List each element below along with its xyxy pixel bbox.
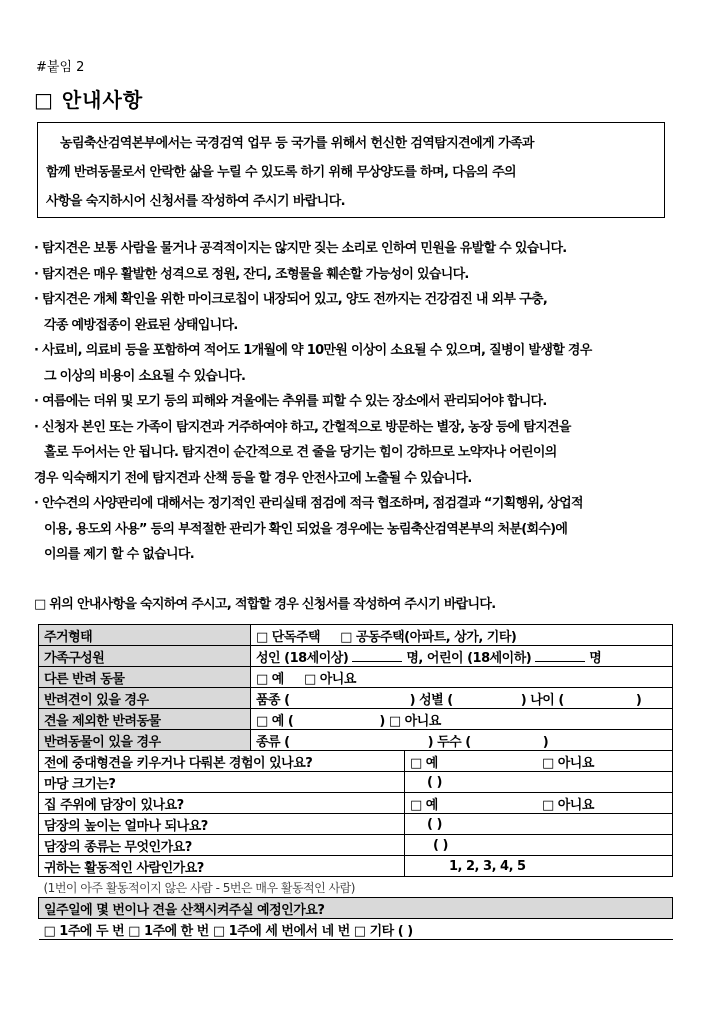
count-close: )	[542, 734, 549, 750]
form-row-yard	[39, 772, 673, 793]
child-unit: 명	[589, 650, 602, 666]
notice-line: 농림축산검역본부에서는 국경검역 업무 등 국가를 위해서 헌신한 검역탐지견에게 가족과	[60, 136, 534, 151]
bullet-line: · 탐지견은 매우 활발한 성격으로 정원, 잔디, 조형물을 훼손할 가능성이 있습니다.	[34, 266, 469, 282]
yard-size-value[interactable]: ( )	[427, 774, 442, 790]
bullet-line: · 탐지견은 보통 사람을 물거나 공격적이지는 않지만 짖는 소리로 인하여 민원을 유발할 수 있습니다.	[34, 241, 567, 256]
non-dog-no-checkbox[interactable]: ) □ 아니요	[379, 713, 441, 729]
if-dog-label: 반려견이 있을 경우	[39, 688, 251, 709]
bullet-line: 이의를 제기 할 수 없습니다.	[44, 547, 194, 562]
activity-label: 귀하는 활동적인 사람인가요?	[39, 856, 405, 877]
age-field[interactable]: ) 나이 (	[520, 692, 564, 708]
other-pets-no-checkbox[interactable]: □ 아니요	[303, 671, 356, 687]
non-dog-options[interactable]	[251, 709, 673, 730]
form-row-fence-type	[39, 835, 673, 856]
fence-type-label: 담장의 종류는 무엇인가요?	[39, 835, 405, 856]
bullet-line: · 안수견의 사양관리에 대해서는 정기적인 관리실태 점검에 적극 협조하며, 점검결과 “기획행위, 상업적	[34, 496, 583, 511]
adult-count-field[interactable]	[352, 649, 402, 662]
bullet-line: 경우 익숙해지기 전에 탐지견과 산책 등을 할 경우 안전사고에 노출될 수 있습니다.	[34, 470, 472, 486]
fence-yes-checkbox[interactable]: □ 예	[410, 797, 438, 813]
bullet-line: 홀로 두어서는 안 됩니다. 탐지견이 순간적으로 견 줄을 당기는 힘이 강하므로 노약자나 어린이의	[44, 445, 557, 460]
activity-scale[interactable]	[405, 856, 673, 877]
other-pets-options[interactable]	[251, 667, 673, 688]
activity-scale-values[interactable]: 1, 2, 3, 4, 5	[449, 858, 526, 874]
bullet-line: · 탐지견은 개체 확인을 위한 마이크로칩이 내장되어 있고, 양도 전까지는 건강검진 내 외부 구충,	[34, 292, 548, 307]
age-close: )	[635, 692, 642, 708]
child-count-field[interactable]	[535, 649, 585, 662]
housing-apartment-checkbox[interactable]: □ 공동주택(아파트, 상가, 기타)	[340, 629, 517, 645]
fence-height-value[interactable]: ( )	[427, 816, 442, 832]
form-row-housing	[39, 625, 673, 646]
bullet-line: · 여름에는 더위 및 모기 등의 피해와 겨울에는 추위를 피할 수 있는 장소에서 관리되어야 합니다.	[34, 394, 547, 409]
form-row-fence-height	[39, 814, 673, 835]
attachment-label: #붙임 2	[36, 60, 85, 75]
family-fields[interactable]	[251, 646, 673, 667]
form-row-fence	[39, 793, 673, 814]
form-row-if-pet	[39, 730, 673, 751]
fence-type-value[interactable]: ( )	[433, 837, 448, 853]
section-title: □ 안내사항	[34, 88, 144, 112]
bullet-line: 그 이상의 비용이 소요될 수 있습니다.	[44, 368, 246, 384]
large-dog-label: 전에 중대형견을 키우거나 다뤄본 경험이 있나요?	[39, 751, 405, 772]
notice-line: 함께 반려동물로서 안락한 삶을 누릴 수 있도록 하기 위해 무상양도를 하며, 다음의 주의	[46, 165, 516, 180]
fence-height-label: 담장의 높이는 얼마나 되나요?	[39, 814, 405, 835]
application-form	[38, 624, 673, 940]
notice-line: 사항을 숙지하시어 신청서를 작성하여 주시기 바랍니다.	[46, 194, 346, 209]
if-pet-label: 반려동물이 있을 경우	[39, 730, 251, 751]
housing-label: 주거형태	[39, 625, 251, 646]
form-row-non-dog	[39, 709, 673, 730]
large-dog-options[interactable]	[405, 751, 673, 772]
non-dog-yes-checkbox[interactable]: □ 예 (	[256, 713, 294, 729]
form-row-if-dog	[39, 688, 673, 709]
form-row-walk	[39, 898, 673, 919]
bullet-line: · 신청자 본인 또는 가족이 탐지견과 거주하여야 하고, 간헐적으로 방문하는 별장, 농장 등에 탐지견을	[34, 419, 571, 435]
walk-label: 일주일에 몇 번이나 견을 산책시켜주실 예정인가요?	[39, 898, 673, 919]
other-pets-label: 다른 반려 동물	[39, 667, 251, 688]
fence-type-field[interactable]	[405, 835, 673, 856]
housing-detached-checkbox[interactable]: □ 단독주택	[256, 629, 321, 645]
activity-note: (1번이 아주 활동적이지 않은 사람 - 5번은 매우 활동적인 사람)	[39, 877, 673, 898]
bullet-list	[34, 236, 684, 568]
fence-height-field[interactable]	[405, 814, 673, 835]
form-row-family	[39, 646, 673, 667]
sex-field[interactable]: ) 성별 (	[409, 692, 453, 708]
count-field[interactable]: ) 두수 (	[427, 734, 471, 750]
walk-options[interactable]: □ 1주에 두 번 □ 1주에 한 번 □ 1주에 세 번에서 네 번 □ 기타 ( )	[39, 919, 673, 940]
bullet-line: 각종 예방접종이 완료된 상태입니다.	[44, 317, 238, 333]
non-dog-label: 견을 제외한 반려동물	[39, 709, 251, 730]
yard-size-field[interactable]	[405, 772, 673, 793]
form-row-activity	[39, 856, 673, 877]
form-row-walk-options	[39, 919, 673, 940]
if-pet-fields[interactable]	[251, 730, 673, 751]
fence-options[interactable]	[405, 793, 673, 814]
form-row-other-pets	[39, 667, 673, 688]
form-row-activity-note	[39, 877, 673, 898]
form-row-large-dog	[39, 751, 673, 772]
if-dog-fields[interactable]	[251, 688, 673, 709]
notice-box	[37, 122, 665, 218]
large-dog-no-checkbox[interactable]: □ 아니요	[541, 755, 594, 771]
large-dog-yes-checkbox[interactable]: □ 예	[410, 755, 438, 771]
confirm-note: □ 위의 안내사항을 숙지하여 주시고, 적합할 경우 신청서를 작성하여 주시기 바랍니다.	[34, 597, 496, 612]
fence-no-checkbox[interactable]: □ 아니요	[541, 797, 594, 813]
bullet-line: 이용, 용도외 사용” 등의 부적절한 관리가 확인 되었을 경우에는 농림축산검역본부의 처분(회수)에	[44, 521, 568, 537]
yard-label: 마당 크기는?	[39, 772, 405, 793]
other-pets-yes-checkbox[interactable]: □ 예	[256, 671, 284, 687]
housing-options[interactable]	[251, 625, 673, 646]
breed-field[interactable]: 품종 (	[256, 692, 290, 708]
bullet-line: · 사료비, 의료비 등을 포함하여 적어도 1개월에 약 10만원 이상이 소요될 수 있으며, 질병이 발생할 경우	[34, 343, 592, 358]
family-label: 가족구성원	[39, 646, 251, 667]
fence-label: 집 주위에 담장이 있나요?	[39, 793, 405, 814]
kind-field[interactable]: 종류 (	[256, 734, 290, 750]
adult-label: 성인 (18세이상)	[256, 650, 349, 666]
child-label: 명, 어린이 (18세이하)	[406, 650, 532, 666]
